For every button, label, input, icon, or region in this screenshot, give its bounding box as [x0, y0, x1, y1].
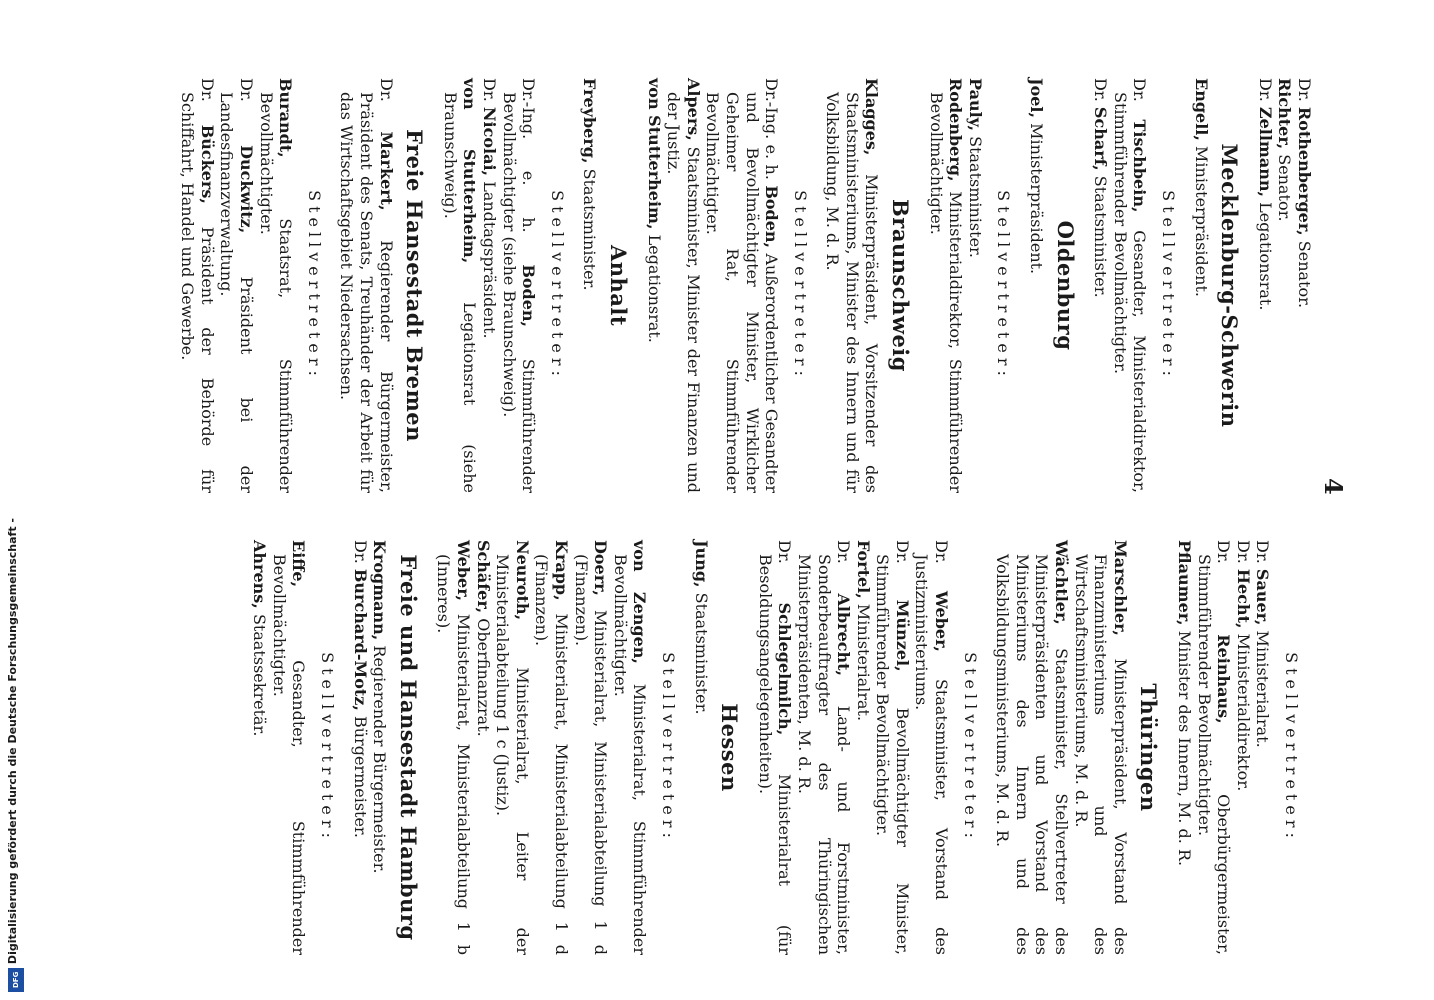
- entry-role: Staatsminister.: [1091, 170, 1111, 298]
- entry-role: Staatsminister, Minister der Finanzen und der Justiz.: [664, 92, 703, 493]
- entry-name: Pauly,: [965, 78, 985, 132]
- entry-name: Schlegelmilch,: [775, 602, 795, 736]
- entry-name: Hecht,: [1233, 568, 1253, 629]
- entry-role: Ministerialrat, Leiter der Ministerialabteilung 1 c (Justiz).: [493, 554, 532, 955]
- entry-prefix: Dr.: [350, 540, 370, 569]
- entry: [250, 540, 270, 955]
- entry-role: Legationsrat (siehe Braunschweig).: [440, 92, 480, 493]
- entry-name: Freyberg,: [580, 78, 600, 164]
- entry-role: Staatsminister, Vorstand des Justizministeriums.: [912, 554, 952, 955]
- entry: [337, 78, 396, 493]
- entry: [269, 540, 308, 955]
- entry-prefix: Dr.: [892, 540, 912, 600]
- entry-role: Ministerialrat, Ministerialabteilung 1 b (Inneres).: [434, 554, 474, 955]
- deputies-heading: Stellvertreter:: [790, 190, 810, 381]
- entry-role: Ministerialdirektor.: [1233, 628, 1253, 792]
- entry-role: Landtagspräsident.: [480, 176, 499, 339]
- entry: [473, 540, 493, 955]
- entry-prefix: Dr.: [1233, 540, 1253, 569]
- entry-prefix: Dr.: [1295, 78, 1314, 107]
- entry-role: Legationsrat.: [644, 229, 664, 343]
- entry-name: Richter,: [1275, 78, 1295, 150]
- entry: [493, 540, 532, 955]
- entry: [703, 78, 781, 493]
- section-heading: Thüringen: [1136, 683, 1162, 812]
- entry-role: Ministerialrat, Ministerialabteilung 1 d (Finanzen).: [532, 554, 571, 955]
- entry-name: Eiffe,: [289, 540, 309, 588]
- entry-name: Boden,: [519, 264, 539, 328]
- entry-name: von Zengen,: [630, 540, 650, 664]
- entry-prefix: Dr.-Ing. e. h.: [762, 78, 782, 186]
- entry-role: Staatsminister.: [691, 587, 711, 715]
- entry: [1174, 540, 1194, 955]
- entry-role: Ministerpräsident.: [1191, 140, 1211, 297]
- entry: [610, 540, 649, 955]
- entry-role: Ministerialrat (für Besoldungsangelegenheiten).: [755, 554, 795, 956]
- entry: [1194, 540, 1233, 955]
- entry: [256, 78, 295, 493]
- entry-name: Münzel,: [892, 599, 912, 672]
- entry-role: Legationsrat.: [1255, 197, 1275, 311]
- entry: [644, 78, 664, 493]
- entry-name: Rodenberg,: [946, 78, 966, 182]
- entry-role: Ministerpräsident.: [1027, 118, 1047, 275]
- entry: [993, 540, 1071, 955]
- entry: [499, 78, 538, 493]
- entry-name: Bückers,: [197, 124, 217, 204]
- entry-name: Rothenberger,: [1295, 106, 1314, 236]
- entry-role: Regierender Bürgermeister.: [370, 640, 390, 874]
- entry: [926, 78, 965, 493]
- entry-role: Staatsminister, Stellvertreter des Ministerpräsidenten und Vorstand des Ministeriums des Innern und des Volksbildungsministeriums, M. d. R.: [993, 554, 1072, 955]
- section-heading: Freie Hansestadt Bremen: [402, 129, 428, 442]
- entry: [755, 540, 794, 955]
- entry-role: Senator.: [1275, 149, 1295, 222]
- entry-prefix: Dr.: [1091, 78, 1111, 107]
- entry-prefix: Dr.: [480, 78, 499, 107]
- digitization-footer: [6, 6, 26, 996]
- entry-name: von Stutterheim,: [460, 78, 480, 264]
- entry-prefix: Dr.: [1253, 540, 1273, 569]
- entry-name: Albrecht,: [834, 593, 854, 677]
- entry: [217, 78, 256, 493]
- column-left: [250, 540, 1314, 955]
- entry-name: von Stutterheim,: [644, 78, 664, 230]
- deputies-heading: Stellvertreter:: [547, 190, 567, 381]
- entry-role: Ministerpräsident, Vorsitzender des Staatsministeriums, Minister des Innern und für Volksbildung, M. d. R.: [823, 92, 882, 493]
- entry-prefix: Dr.-Ing. e. h.: [519, 78, 539, 265]
- entry-role: Ministerpräsident, Vorstand des Finanzministeriums und des Wirtschaftsministeriums, M. d. R.: [1071, 554, 1130, 955]
- entry: [440, 78, 479, 493]
- deputies-heading: Stellvertreter:: [960, 652, 980, 843]
- entry-prefix: Dr.: [1130, 78, 1150, 120]
- entry-name: Burchard-Motz,: [350, 568, 370, 711]
- entry-name: Weber,: [932, 590, 952, 652]
- entry-name: Markert,: [376, 131, 396, 211]
- section-heading: Hessen: [717, 703, 743, 792]
- entry: [1255, 78, 1275, 493]
- deputies-heading: Stellvertreter:: [658, 652, 678, 843]
- entry-name: Wächtler,: [1052, 540, 1072, 625]
- entry: [532, 540, 571, 955]
- entry-name: Weber,: [454, 540, 474, 602]
- entry: [1233, 540, 1253, 955]
- entry: [873, 540, 912, 955]
- column-right: [178, 78, 1314, 493]
- entry-role: Oberbürgermeister, Stimmführender Bevollmächtigter.: [1194, 554, 1234, 955]
- entry-name: Burandt,: [276, 78, 296, 158]
- entry: [571, 540, 610, 955]
- entry-prefix: Dr.: [1214, 540, 1234, 635]
- entry: [434, 540, 473, 955]
- entry-name: Duckwitz,: [237, 145, 257, 234]
- section-heading: Mecklenburg-Schwerin: [1217, 143, 1243, 428]
- entry: [178, 78, 217, 493]
- entry: [1110, 78, 1149, 493]
- entry-prefix: Dr.: [1255, 78, 1275, 107]
- entry-name: Scharf,: [1091, 106, 1111, 171]
- entry-role: Minister des Innern, M. d. R.: [1175, 625, 1195, 867]
- page-number: 4: [1319, 478, 1348, 495]
- entry: [691, 540, 711, 955]
- entry-role: Ministerialrat, Stimmführender Bevollmächtigter.: [610, 554, 650, 956]
- entry-role: Außerordentlicher Gesandter und Bevollmächtigter Minister, Wirklicher Geheimer Rat, Stimmführender Bevollmächtigter.: [703, 92, 782, 493]
- entry-name: Schäfer,: [473, 540, 493, 614]
- entry-role: Staatssekretär.: [250, 608, 270, 737]
- entry-role: Land- und Forstminister, Sonderbeauftragter des Thüringischen Ministerpräsidenten, M. d. R.: [794, 554, 854, 955]
- entry: [1191, 78, 1211, 493]
- entry-role: Ministerialrat.: [1253, 625, 1273, 748]
- deputies-heading: Stellvertreter:: [318, 652, 338, 843]
- entry-role: Ministerialrat, Ministerialabteilung 1 d (Finanzen).: [571, 554, 611, 955]
- entry-name: Fortel,: [853, 540, 873, 599]
- entry-prefix: Dr.: [237, 78, 257, 146]
- deputies-heading: Stellvertreter:: [304, 190, 324, 381]
- entry-prefix: Dr.: [834, 540, 854, 594]
- entry-role: Gesandter, Stimmführender Bevollmächtigter.: [269, 554, 309, 955]
- entry: [1275, 78, 1295, 493]
- entry-role: Staatsrat, Stimmführender Bevollmächtigter.: [256, 92, 296, 493]
- entry-name: Alpers,: [683, 78, 703, 141]
- entry-role: Ministerialrat.: [853, 598, 873, 722]
- entry-role: Gesandter, Ministerialdirektor, Stimmführender Bevollmächtigter.: [1110, 92, 1150, 493]
- entry-role: Präsident der Behörde für Schiffahrt, Handel und Gewerbe.: [178, 92, 217, 494]
- entry-role: Präsident bei der Landesfinanzverwaltung.: [217, 92, 257, 494]
- entry-name: Pflaumer,: [1175, 540, 1195, 626]
- entry-name: Engell,: [1191, 78, 1211, 141]
- entry-name: Joel,: [1027, 78, 1047, 119]
- footer-text: Digitalisierung gefördert durch die Deutsche Forschungsgemeinschaft -: [6, 517, 19, 964]
- entry-name: Jung,: [691, 540, 711, 588]
- entry: [350, 540, 370, 955]
- entry-prefix: Dr.: [376, 78, 396, 132]
- entry-name: Neuroth,: [512, 540, 532, 621]
- entry-prefix: Dr.: [197, 78, 217, 125]
- entry-name: Ahrens,: [250, 540, 270, 609]
- entry-role: Stimmführender Bevollmächtigter (siehe Braunschweig).: [499, 92, 539, 493]
- entry: [1026, 78, 1046, 493]
- entry-name: Doerr,: [591, 540, 611, 596]
- entry-name: Zellmann,: [1255, 106, 1275, 198]
- entry-role: Ministerialdirektor, Stimmführender Bevollmächtigter.: [926, 92, 966, 493]
- entry-role: Bevollmächtigter Minister, Stimmführender Bevollmächtigter.: [873, 554, 912, 956]
- entry-name: Marschler,: [1110, 540, 1130, 636]
- entry: [479, 78, 499, 493]
- entry-name: Krapp,: [552, 540, 571, 601]
- entry-role: Oberfinanzrat.: [473, 613, 493, 737]
- dfg-logo: DFG: [8, 968, 24, 992]
- entry: [370, 540, 390, 955]
- entry-role: Staatsminister.: [580, 163, 600, 291]
- entry-name: Tischbein,: [1130, 119, 1150, 213]
- section-heading: Braunschweig: [888, 199, 914, 372]
- section-heading: Freie und Hansestadt Hamburg: [395, 554, 421, 941]
- entry: [965, 78, 985, 493]
- entry: [912, 540, 951, 955]
- entry-prefix: Dr.: [775, 540, 795, 603]
- entry-name: Sauer,: [1253, 568, 1273, 626]
- entry: [794, 540, 853, 955]
- entry: [1253, 540, 1273, 955]
- entry: [664, 78, 703, 493]
- entry-role: Staatsminister.: [965, 131, 985, 259]
- entry-name: Nicolai,: [480, 106, 499, 177]
- entry-role: Senator.: [1295, 235, 1314, 309]
- deputies-heading: Stellvertreter:: [1159, 190, 1179, 381]
- entry: [823, 78, 882, 493]
- section-heading: Oldenburg: [1052, 220, 1078, 351]
- entry: [1091, 78, 1111, 493]
- entry-role: Bürgermeister.: [350, 710, 370, 838]
- entry-role: Regierender Bürgermeister, Präsident des Senats, Treuhänder der Arbeit für das Wirtschaftsgebiet Niedersachsen.: [337, 92, 396, 493]
- entry-name: Klagges,: [862, 78, 882, 156]
- entry: [1071, 540, 1130, 955]
- entry-name: Krogmann,: [370, 540, 390, 641]
- entry: [1294, 78, 1314, 493]
- entry-name: Reinhaus,: [1214, 634, 1234, 724]
- deputies-heading: Stellvertreter:: [994, 190, 1014, 381]
- entry-name: Boden,: [762, 185, 782, 249]
- entry: [853, 540, 873, 955]
- section-heading: Anhalt: [605, 244, 631, 327]
- deputies-heading: Stellvertreter:: [1282, 652, 1301, 843]
- entry-prefix: Dr.: [932, 540, 952, 591]
- entry: [580, 78, 600, 493]
